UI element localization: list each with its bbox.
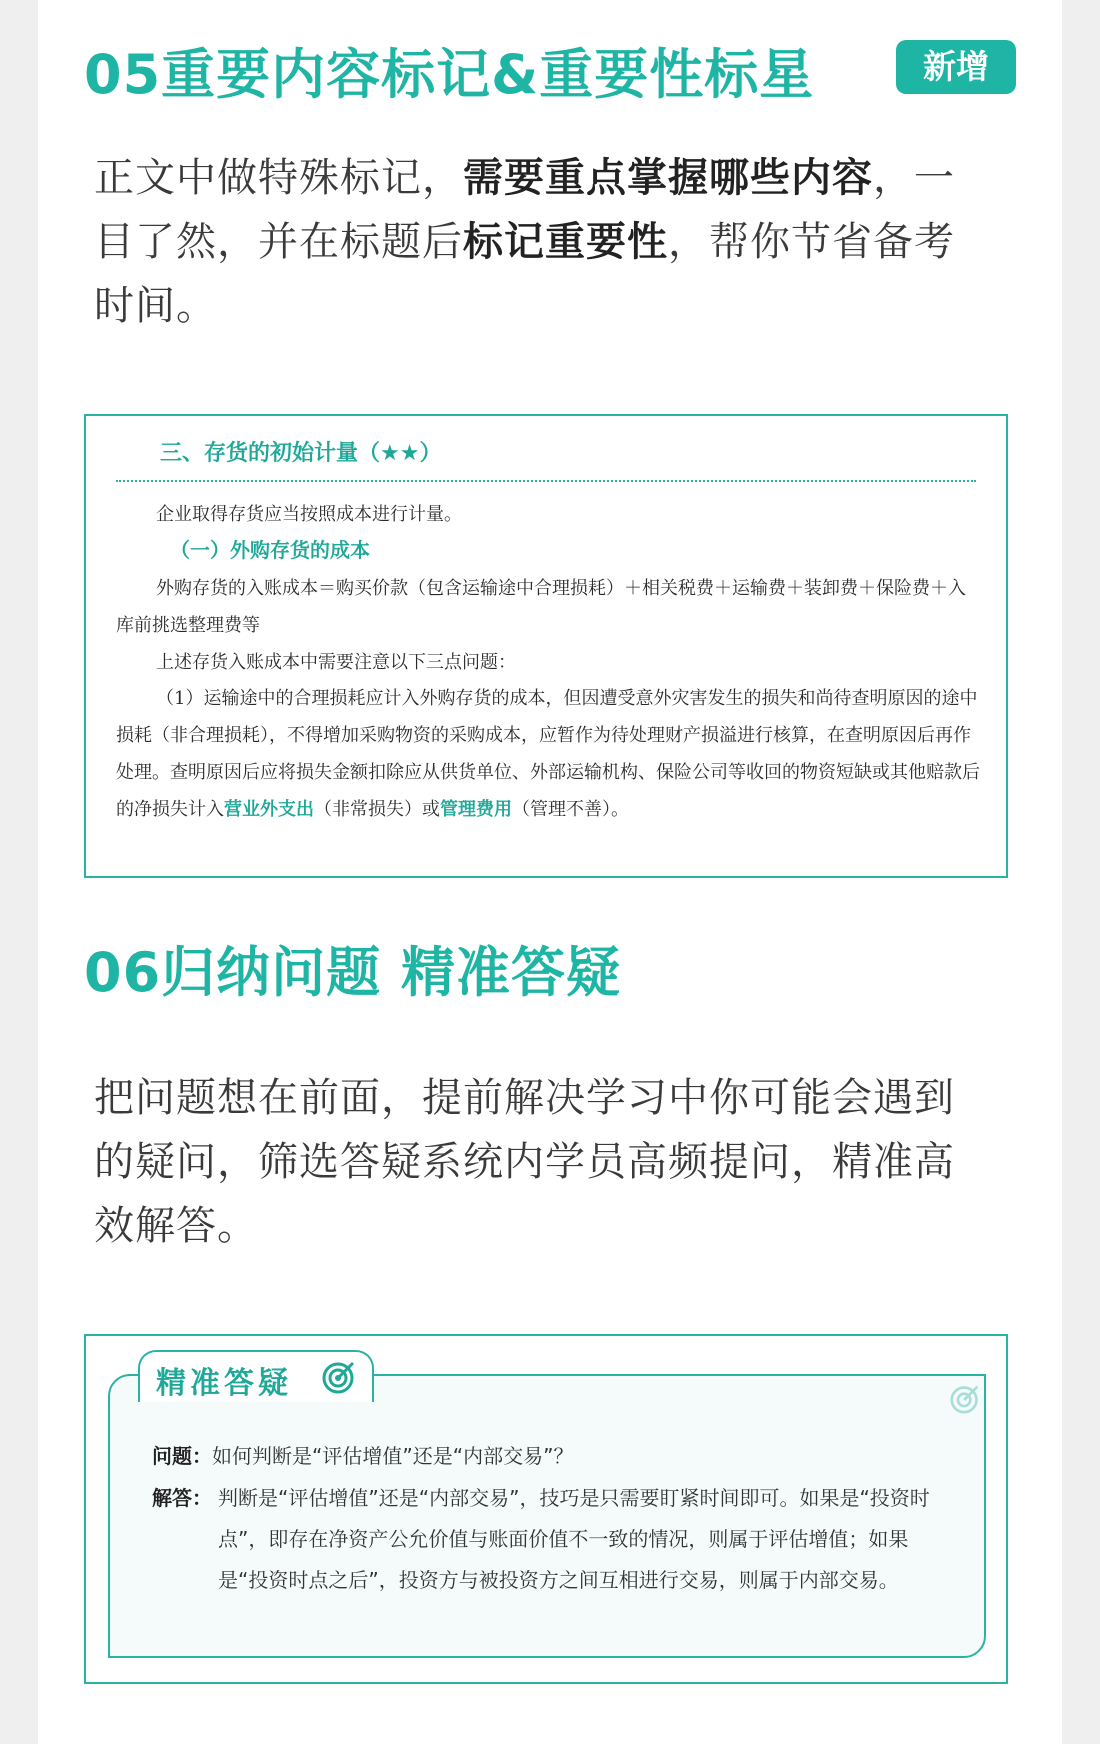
- section-05-description: [94, 146, 994, 338]
- textbook-excerpt: [84, 414, 1008, 878]
- point-text: （1）运输途中的合理损耗应计入外购存货的成本，但因遭受意外灾害发生的损失和尚待查明原因的途中损耗（非合理损耗），不得增加采购物资的采购成本，应暂作为待处理财产损溢进行核算，在查明原因后再作处理。查明原因后应将损失金额扣除应从供货单位、外部运输机构、保险公司等收回的物资短缺或其他赔款后的净损失计入: [116, 688, 980, 820]
- point-text: （非常损失）或: [314, 799, 440, 820]
- answer-label: 解答：: [152, 1486, 212, 1510]
- point-text: （管理不善）。: [512, 799, 629, 820]
- dotted-divider: [116, 480, 976, 482]
- page: [38, 0, 1062, 1744]
- qa-box: [84, 1334, 1008, 1684]
- desc-text: 正文中做特殊标记，: [94, 155, 463, 201]
- new-badge: 新增: [896, 40, 1016, 94]
- target-icon: [950, 1384, 980, 1414]
- question-label: 问题：: [152, 1444, 212, 1468]
- excerpt-heading: 三、存货的初始计量（★★）: [160, 441, 442, 466]
- section-06-title: 06归纳问题 精准答疑: [84, 941, 621, 1004]
- section-05-title: 05重要内容标记&重要性标星: [84, 43, 815, 106]
- desc-bold: 标记重要性: [463, 219, 668, 265]
- excerpt-line: 企业取得存货应当按照成本进行计量。: [156, 504, 462, 525]
- highlight-term: 管理费用: [440, 799, 512, 820]
- excerpt-line: 上述存货入账成本中需要注意以下三点问题：: [156, 652, 516, 673]
- qa-answer: [152, 1478, 952, 1601]
- desc-text: ，帮你节省备考时间。: [94, 219, 955, 329]
- excerpt-point: [116, 680, 980, 828]
- qa-question: [152, 1436, 952, 1477]
- desc-bold: 需要重点掌握哪些内容: [463, 155, 873, 201]
- answer-text: 判断是“评估增值”还是“内部交易”，技巧是只需要盯紧时间即可。如果是“投资时点”，即存在净资产公允价值与账面价值不一致的情况，则属于评估增值；如果是“投资时点之后”，投资方与被投资方之间互相进行交易，则属于内部交易。: [218, 1486, 930, 1592]
- section-06-description: 把问题想在前面，提前解决学习中你可能会遇到的疑问，筛选答疑系统内学员高频提问，精准高效解答。: [94, 1075, 955, 1249]
- question-text: 如何判断是“评估增值”还是“内部交易”？: [212, 1444, 574, 1468]
- excerpt-formula: 外购存货的入账成本＝购买价款（包含运输途中合理损耗）＋相关税费＋运输费＋装卸费＋保险费＋入库前挑选整理费等: [116, 578, 966, 636]
- highlight-term: 营业外支出: [224, 799, 314, 820]
- target-icon: [322, 1360, 356, 1394]
- qa-tag-label: 精准答疑: [156, 1366, 292, 1401]
- desc-text: ，一目了然，并在标题后: [94, 155, 955, 265]
- excerpt-subheading: （一）外购存货的成本: [170, 538, 370, 562]
